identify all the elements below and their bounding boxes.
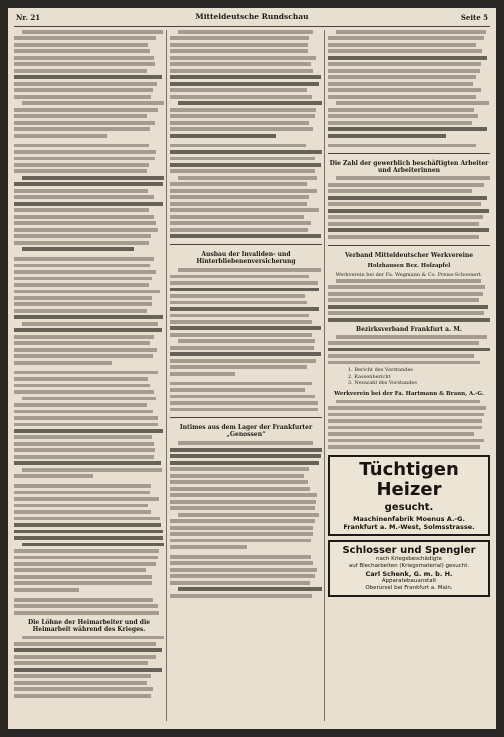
- text-line: [170, 43, 308, 47]
- agenda-item: 3. Neuwahl des Vorstandes: [348, 380, 417, 387]
- text-line: [178, 30, 313, 34]
- text-line: [170, 69, 313, 73]
- text-line: [14, 182, 163, 186]
- section-heading: Werkverein bei der Fa. Hartmann & Braun, A.-G.: [334, 390, 484, 397]
- text-line: [14, 461, 161, 465]
- text-line: [14, 208, 149, 212]
- text-line: [170, 365, 307, 369]
- text-line: [170, 127, 313, 131]
- text-line: [170, 202, 307, 206]
- text-line: [14, 648, 162, 652]
- text-line: [14, 484, 151, 488]
- text-line: [14, 328, 162, 332]
- text-line: [170, 382, 312, 386]
- text-line: [14, 43, 148, 47]
- text-line: [170, 157, 315, 161]
- divider-rule: [328, 245, 490, 246]
- text-line: [336, 30, 486, 34]
- text-line: [178, 268, 321, 272]
- text-line: [14, 410, 153, 414]
- text-line: [14, 530, 163, 534]
- text-line: [14, 435, 152, 439]
- middle-text-block: [170, 268, 322, 411]
- ad-headline: Schlosser und Spengler: [342, 544, 476, 556]
- text-line: [328, 215, 483, 219]
- text-line: [328, 292, 483, 296]
- text-line: [336, 400, 480, 404]
- text-line: [14, 215, 154, 219]
- text-line: [14, 228, 158, 232]
- text-line: [14, 283, 149, 287]
- agenda-list: [328, 367, 490, 387]
- text-line: [14, 264, 150, 268]
- text-line: [170, 108, 316, 112]
- page-header: [14, 12, 490, 27]
- text-line: [170, 333, 312, 337]
- text-line: [14, 581, 152, 585]
- text-line: [328, 361, 480, 365]
- text-line: [328, 235, 479, 239]
- text-line: [14, 442, 154, 446]
- advertisement-schlosser: [328, 540, 490, 597]
- text-line: [14, 144, 149, 148]
- text-line: [170, 163, 321, 167]
- text-line: [14, 36, 156, 40]
- text-line: [328, 121, 472, 125]
- text-line: [328, 228, 489, 232]
- text-line: [14, 568, 146, 572]
- column-divider: [324, 30, 325, 721]
- text-line: [170, 539, 311, 543]
- text-line: [328, 196, 487, 200]
- section-subheading: Holzhausen Bez. Holzapfel: [367, 262, 451, 269]
- text-line: [328, 354, 474, 358]
- text-line: [14, 517, 160, 521]
- text-line: [170, 62, 311, 66]
- text-line: [14, 549, 159, 553]
- text-line: [328, 36, 484, 40]
- text-line: [170, 144, 306, 148]
- text-line: [14, 195, 154, 199]
- text-line: [14, 150, 156, 154]
- text-line: [14, 348, 157, 352]
- middle-text-block: [170, 30, 322, 238]
- text-line: [170, 555, 311, 559]
- text-line: [14, 290, 160, 294]
- text-line: [170, 208, 319, 212]
- text-line: [178, 587, 322, 591]
- text-line: [14, 62, 155, 66]
- text-line: [170, 506, 315, 510]
- ad-address: Frankfurt a. M.-West, Solmsstrasse.: [343, 522, 475, 531]
- ad-subline: auf Blecharbeiten (Kriegsmaterial) gesucht.: [348, 562, 470, 569]
- text-line: [14, 455, 154, 459]
- divider-rule: [328, 153, 490, 154]
- text-line: [14, 315, 163, 319]
- text-line: [170, 493, 317, 497]
- text-line: [14, 403, 147, 407]
- text-line: [170, 221, 311, 225]
- text-line: [170, 395, 315, 399]
- divider-rule: [170, 244, 322, 245]
- text-line: [328, 88, 481, 92]
- article-heading: Ausbau der Invaliden- und Hinterbliebenenversicherung: [196, 251, 296, 266]
- text-line: [328, 56, 487, 60]
- text-line: [14, 687, 153, 691]
- right-text-block: [328, 30, 490, 147]
- text-line: [328, 209, 489, 213]
- text-line: [170, 288, 319, 292]
- text-line: [14, 75, 162, 79]
- text-line: [170, 307, 319, 311]
- text-line: [170, 467, 309, 471]
- text-line: [14, 114, 147, 118]
- text-line: [22, 397, 156, 401]
- agenda-item: 2. Kassenbericht: [348, 373, 391, 380]
- text-line: [170, 95, 312, 99]
- newspaper-page: [8, 8, 496, 729]
- text-line: [170, 326, 321, 330]
- page-number: Seite 5: [460, 13, 488, 22]
- text-line: [14, 491, 150, 495]
- text-line: [170, 581, 310, 585]
- ad-headline: Tüchtigen Heizer: [359, 458, 459, 500]
- text-line: [170, 448, 322, 452]
- text-line: [328, 127, 487, 131]
- text-line: [170, 401, 318, 405]
- text-line: [328, 69, 480, 73]
- text-line: [170, 275, 309, 279]
- text-line: [14, 604, 158, 608]
- text-line: [14, 536, 163, 540]
- section-heading: Bezirksverband Frankfurt a. M.: [356, 325, 462, 333]
- text-line: [14, 681, 147, 685]
- text-line: [170, 294, 305, 298]
- text-line: [170, 346, 314, 350]
- text-line: [328, 348, 490, 352]
- text-line: [170, 461, 319, 465]
- middle-column: [170, 30, 322, 721]
- ad-company: Carl Schenk, G. m. b. H.: [365, 569, 453, 578]
- text-line: [170, 121, 309, 125]
- text-line: [14, 556, 158, 560]
- text-line: [170, 561, 313, 565]
- masthead-title: Mitteldeutsche Rundschau: [195, 12, 309, 21]
- text-line: [14, 504, 148, 508]
- text-line: [14, 377, 148, 381]
- text-line: [170, 150, 322, 154]
- text-line: [328, 311, 484, 315]
- text-line: [328, 305, 488, 309]
- text-line: [14, 448, 155, 452]
- text-line: [170, 114, 315, 118]
- left-text-block: [14, 636, 164, 698]
- ad-address: Oberursel bei Frankfurt a. Main.: [365, 584, 453, 591]
- text-line: [14, 88, 153, 92]
- text-line: [170, 182, 307, 186]
- text-line: [14, 257, 154, 261]
- text-line: [14, 95, 151, 99]
- right-text-block: [328, 176, 490, 238]
- text-line: [328, 114, 478, 118]
- text-line: [170, 195, 309, 199]
- text-line: [14, 277, 152, 281]
- text-line: [328, 341, 479, 345]
- text-line: [170, 500, 316, 504]
- section-line: Werkverein bei der Fa. Wegmann & Co. Preiss-Schoenert.: [335, 271, 483, 278]
- text-line: [336, 279, 481, 283]
- left-text-block: [14, 30, 164, 615]
- text-line: [328, 49, 482, 53]
- text-line: [328, 189, 472, 193]
- text-line: [328, 75, 476, 79]
- text-line: [328, 439, 484, 443]
- text-line: [328, 144, 476, 148]
- text-line: [328, 318, 490, 322]
- right-text-block: [328, 335, 490, 365]
- text-line: [170, 359, 316, 363]
- text-line: [170, 75, 321, 79]
- left-closing-heading: Die Löhne der Heimarbeiter und die Heimarbeit während des Krieges.: [27, 618, 151, 633]
- text-line: [170, 49, 308, 53]
- text-line: [14, 234, 151, 238]
- text-line: [170, 474, 304, 478]
- text-line: [170, 388, 305, 392]
- text-line: [14, 474, 93, 478]
- text-line: [336, 335, 487, 339]
- text-line: [14, 384, 150, 388]
- section-heading: Die Zahl der gewerblich beschäftigten Arbeiter und Arbeiterinnen: [329, 160, 489, 175]
- text-line: [328, 108, 474, 112]
- text-line: [328, 82, 473, 86]
- text-line: [14, 241, 149, 245]
- right-column: [328, 30, 490, 721]
- section-heading: Verband Mitteldeutscher Werkvereine: [344, 251, 474, 259]
- text-line: [14, 302, 152, 306]
- text-line: [178, 339, 315, 343]
- issue-number: Nr. 21: [16, 13, 41, 22]
- text-line: [328, 298, 479, 302]
- text-line: [14, 270, 156, 274]
- text-line: [14, 423, 158, 427]
- text-line: [14, 49, 150, 53]
- text-line: [14, 575, 152, 579]
- text-line: [22, 30, 163, 34]
- ad-subline: nach Kriegsbeschädigte: [376, 555, 442, 562]
- text-line: [14, 361, 112, 365]
- text-line: [14, 510, 151, 514]
- text-line: [170, 36, 309, 40]
- text-line: [328, 43, 476, 47]
- text-line: [170, 314, 309, 318]
- text-line: [22, 543, 164, 547]
- text-line: [170, 169, 315, 173]
- text-line: [14, 56, 154, 60]
- text-line: [328, 183, 484, 187]
- text-line: [14, 121, 155, 125]
- text-line: [170, 487, 310, 491]
- text-line: [14, 108, 158, 112]
- text-line: [14, 134, 107, 138]
- article-heading: Intimes aus dem Lager der Frankfurter „Genossen“: [179, 424, 313, 439]
- text-line: [14, 523, 161, 527]
- text-line: [14, 416, 158, 420]
- text-line: [14, 335, 154, 339]
- text-line: [14, 661, 148, 665]
- right-text-block: [328, 279, 490, 322]
- text-line: [170, 574, 315, 578]
- text-line: [14, 668, 162, 672]
- text-line: [328, 285, 485, 289]
- text-line: [178, 101, 322, 105]
- text-line: [178, 441, 313, 445]
- text-line: [328, 419, 482, 423]
- text-line: [14, 69, 147, 73]
- advertisement-heizer: [328, 455, 490, 536]
- ad-company: Maschinenfabrik Moenus A.-G.: [353, 514, 465, 523]
- text-line: [170, 215, 304, 219]
- text-line: [22, 468, 162, 472]
- text-line: [170, 545, 247, 549]
- text-line: [14, 189, 148, 193]
- text-line: [14, 655, 156, 659]
- text-line: [22, 101, 164, 105]
- text-line: [170, 320, 312, 324]
- text-line: [328, 426, 482, 430]
- text-line: [14, 341, 150, 345]
- ad-company-sub: Apparatebauanstalt: [381, 577, 437, 584]
- text-line: [14, 354, 153, 358]
- text-line: [170, 408, 318, 412]
- text-line: [14, 157, 155, 161]
- text-line: [170, 281, 318, 285]
- text-line: [328, 134, 446, 138]
- text-line: [328, 202, 481, 206]
- text-line: [328, 413, 484, 417]
- text-line: [336, 176, 490, 180]
- text-line: [170, 234, 321, 238]
- text-line: [14, 371, 158, 375]
- text-line: [14, 674, 151, 678]
- text-line: [328, 222, 479, 226]
- text-line: [14, 163, 149, 167]
- right-text-block: [328, 400, 490, 449]
- text-line: [14, 611, 159, 615]
- column-divider: [166, 30, 167, 721]
- text-line: [328, 62, 481, 66]
- text-line: [14, 562, 156, 566]
- text-line: [170, 352, 321, 356]
- divider-rule: [170, 417, 322, 418]
- text-line: [14, 642, 156, 646]
- text-line: [170, 134, 276, 138]
- text-line: [178, 176, 317, 180]
- text-line: [328, 95, 476, 99]
- text-line: [170, 454, 321, 458]
- text-line: [170, 88, 307, 92]
- text-line: [14, 497, 159, 501]
- text-line: [14, 82, 157, 86]
- left-column: [14, 30, 164, 721]
- text-line: [14, 309, 147, 313]
- text-line: [14, 598, 153, 602]
- text-line: [14, 694, 151, 698]
- text-line: [328, 445, 480, 449]
- text-line: [170, 228, 308, 232]
- text-line: [22, 322, 158, 326]
- text-line: [170, 568, 317, 572]
- text-line: [14, 390, 154, 394]
- text-line: [170, 526, 313, 530]
- text-line: [22, 247, 134, 251]
- text-line: [14, 221, 156, 225]
- ad-subline: gesucht.: [384, 501, 434, 513]
- text-line: [170, 594, 312, 598]
- text-line: [170, 480, 308, 484]
- text-line: [14, 169, 147, 173]
- text-line: [14, 127, 150, 131]
- text-line: [170, 372, 235, 376]
- text-line: [170, 82, 319, 86]
- text-line: [170, 519, 315, 523]
- text-line: [170, 301, 307, 305]
- text-line: [14, 588, 79, 592]
- text-line: [14, 296, 152, 300]
- text-line: [336, 101, 489, 105]
- text-line: [170, 56, 316, 60]
- text-line: [170, 189, 317, 193]
- text-line: [14, 202, 163, 206]
- text-line: [178, 513, 319, 517]
- text-line: [170, 532, 313, 536]
- text-line: [328, 406, 486, 410]
- text-line: [328, 432, 474, 436]
- text-line: [22, 176, 164, 180]
- text-line: [22, 636, 164, 640]
- agenda-item: 1. Bericht des Vorstandes: [348, 367, 413, 374]
- middle-text-block: [170, 441, 322, 597]
- text-line: [14, 429, 163, 433]
